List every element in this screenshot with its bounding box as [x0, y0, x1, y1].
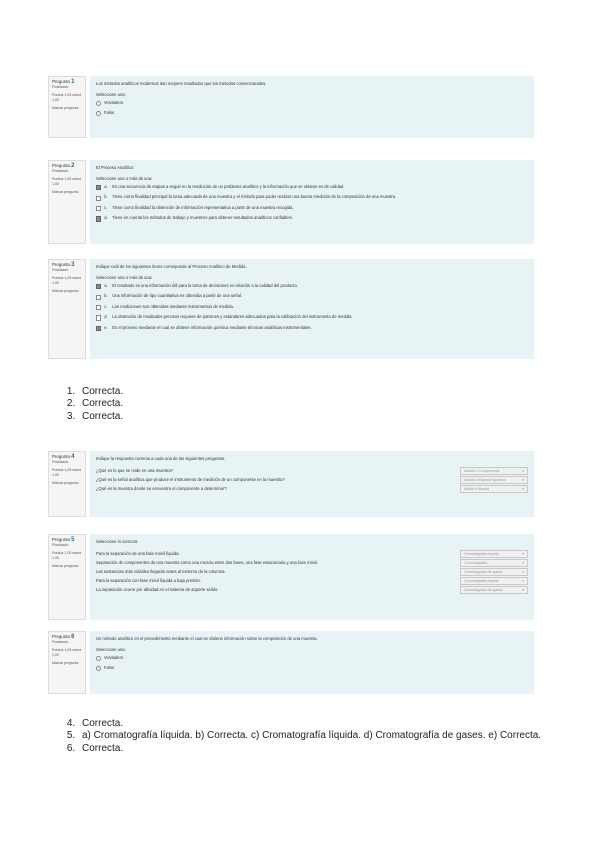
radio-button[interactable]	[96, 656, 101, 661]
option-d[interactable]: d. La obtención de resultados precisos requiere de patrones y estándares adecuados para la calibración del instrumento de medida.	[96, 314, 528, 320]
question-info	[48, 451, 86, 517]
match-row: ¿Qué es la muestra donde se encuentra el componente a determinar? Matriz o Mezcla ▾	[96, 485, 528, 493]
question-text: Indique la respuesta correcta a cada una de las siguientes preguntas.	[96, 456, 226, 461]
answer-list-1	[60, 386, 558, 423]
flag-question-link[interactable]: Marcar pregunta	[52, 564, 79, 568]
option-c[interactable]: c. Tiene como finalidad la obtención de información representativa a partir de una muestra recogida.	[96, 205, 528, 211]
match-row: ¿Qué es la señal analítica que produce el instrumento de medición de un componente en la muestra? Analito o Especie química ▾	[96, 476, 528, 484]
question-mark: Puntúa 1,00 sobre 1,00	[52, 177, 82, 186]
checkbox[interactable]	[96, 185, 101, 190]
answer-item: 6. Correcta.	[78, 743, 558, 755]
match-row: ¿Qué es lo que se mide en una muestra? Analito o Componente ▾	[96, 467, 528, 475]
checkbox[interactable]	[96, 196, 101, 201]
chevron-down-icon: ▾	[522, 588, 524, 592]
answer-item: 4. Correcta.	[78, 718, 558, 730]
checkbox[interactable]	[96, 216, 101, 221]
question-5	[48, 534, 534, 620]
checkbox[interactable]	[96, 295, 101, 300]
question-mark: Puntúa 1,00 sobre 1,00	[52, 551, 82, 560]
answer-select[interactable]: Matriz o Mezcla ▾	[460, 485, 528, 493]
answer-select[interactable]: Analito o Especie química ▾	[460, 476, 528, 484]
question-text: Indique cuál de los siguientes ítems corresponde al Proceso Analítico de Medida.	[96, 264, 247, 269]
question-number: Pregunta 1	[52, 79, 75, 85]
answer-item: 3. Correcta.	[78, 411, 558, 423]
select-label: Seleccione una:	[96, 647, 126, 652]
question-number: Pregunta 2	[52, 163, 75, 169]
chevron-down-icon: ▾	[522, 469, 524, 473]
option-true[interactable]: Verdadero	[96, 655, 528, 661]
flag-question-link[interactable]: Marcar pregunta	[52, 289, 79, 293]
checkbox[interactable]	[96, 284, 101, 289]
match-row: La separación ocurre por afinidad en el sistema de soporte sólido. Cromatografía de gases ▾	[96, 586, 528, 594]
question-mark: Puntúa 1,00 sobre 1,00	[52, 93, 82, 102]
question-1	[48, 76, 534, 138]
select-label: Seleccione una:	[96, 92, 126, 97]
option-a[interactable]: a. El resultado es una información útil para la toma de decisiones en relación a la calidad del producto.	[96, 283, 528, 289]
question-mark: Puntúa 1,00 sobre 1,00	[52, 648, 82, 657]
chevron-down-icon: ▾	[522, 478, 524, 482]
checkbox[interactable]	[96, 206, 101, 211]
option-false[interactable]: Falso	[96, 665, 528, 671]
option-e[interactable]: e. Es el proceso mediante el cual se obtiene información química mediante técnicas analíticas instrumentales.	[96, 325, 528, 331]
answer-item: 1. Correcta.	[78, 386, 558, 398]
radio-button[interactable]	[96, 666, 101, 671]
answer-select[interactable]: Cromatografía líquida ▾	[460, 577, 528, 585]
question-6	[48, 631, 534, 694]
checkbox[interactable]	[96, 305, 101, 310]
question-state: Finalizado	[52, 460, 69, 464]
chevron-down-icon: ▾	[522, 561, 524, 565]
answer-select[interactable]: Cromatografía ▾	[460, 559, 528, 567]
question-content	[90, 160, 534, 244]
question-text: El Proceso Analítico:	[96, 165, 135, 170]
question-mark: Puntúa 1,00 sobre 1,00	[52, 468, 82, 477]
question-state: Finalizado	[52, 640, 69, 644]
chevron-down-icon: ▾	[522, 487, 524, 491]
match-row: Para la separación con fase móvil líquida a baja presión. Cromatografía líquida ▾	[96, 577, 528, 585]
match-row: Las sustancias más volátiles llegarán antes al extremo de la columna. Cromatografía de gases ▾	[96, 568, 528, 576]
question-text: Los métodos analíticos modernos dan mejores resultados que los métodos convencionales.	[96, 81, 267, 86]
answer-item: 2. Correcta.	[78, 398, 558, 410]
match-row: Para la separación de una fase móvil líquida. Cromatografía líquida ▾	[96, 550, 528, 558]
flag-question-link[interactable]: Marcar pregunta	[52, 190, 79, 194]
flag-question-link[interactable]: Marcar pregunta	[52, 106, 79, 110]
option-b[interactable]: b. Una información de tipo cuantitativa es obtenida a partir de una señal.	[96, 293, 528, 299]
option-a[interactable]: a. Es una secuencia de etapas a seguir en la resolución de un problema analítico y la información que se obtiene es de calidad.	[96, 184, 528, 190]
flag-question-link[interactable]: Marcar pregunta	[52, 481, 79, 485]
select-label: Seleccione una o más de una:	[96, 176, 153, 181]
question-4	[48, 451, 534, 517]
answer-item: 5. a) Cromatografía líquida. b) Correcta. c) Cromatografía líquida. d) Cromatografía de gases. e) Correcta.	[78, 730, 558, 742]
checkbox[interactable]	[96, 315, 101, 320]
answer-select[interactable]: Analito o Componente ▾	[460, 467, 528, 475]
question-content	[90, 451, 534, 517]
option-true[interactable]: Verdadero	[96, 100, 528, 106]
question-2	[48, 160, 534, 244]
chevron-down-icon: ▾	[522, 570, 524, 574]
question-state: Finalizado	[52, 169, 69, 173]
radio-button[interactable]	[96, 111, 101, 116]
question-number: Pregunta 3	[52, 262, 75, 268]
question-number: Pregunta 5	[52, 537, 75, 543]
question-number: Pregunta 6	[52, 634, 75, 640]
checkbox[interactable]	[96, 326, 101, 331]
option-false[interactable]: Falso	[96, 110, 528, 116]
option-c[interactable]: c. Las mediciones son obtenidas mediante instrumentos de medida.	[96, 304, 528, 310]
question-info	[48, 259, 86, 359]
chevron-down-icon: ▾	[522, 552, 524, 556]
question-number: Pregunta 4	[52, 454, 75, 460]
chevron-down-icon: ▾	[522, 579, 524, 583]
answer-select[interactable]: Cromatografía de gases ▾	[460, 568, 528, 576]
question-content	[90, 76, 534, 138]
select-label: Seleccione una o más de una:	[96, 275, 153, 280]
match-row: Separación de componentes de una muestra como una mezcla entre dos fases, una fase estacionaria y una fase móvil. Cromatografía ▾	[96, 559, 528, 567]
option-b[interactable]: b. Tiene como finalidad principal la toma adecuada de una muestra y el método para poder realizar una buena medición de la composición de una muestra.	[96, 194, 528, 200]
option-d[interactable]: d. Tiene en cuenta los métodos de trabajo y muestreo para obtener resultados analíticos confiables.	[96, 215, 528, 221]
question-mark: Puntúa 1,00 sobre 1,00	[52, 276, 82, 285]
answer-list-2	[60, 718, 558, 755]
answer-select[interactable]: Cromatografía de gases ▾	[460, 586, 528, 594]
question-info	[48, 534, 86, 620]
question-info	[48, 160, 86, 244]
question-state: Finalizado	[52, 543, 69, 547]
flag-question-link[interactable]: Marcar pregunta	[52, 661, 79, 665]
question-content	[90, 534, 534, 620]
question-info	[48, 631, 86, 694]
question-info	[48, 76, 86, 138]
question-text: Seleccione lo correcto:	[96, 539, 139, 544]
question-text: Un método analítico es el procedimiento mediante el cual se obtiene información sobre la composición de una muestra.	[96, 636, 318, 641]
question-state: Finalizado	[52, 85, 69, 89]
question-content	[90, 259, 534, 359]
question-state: Finalizado	[52, 268, 69, 272]
question-content	[90, 631, 534, 694]
radio-button[interactable]	[96, 101, 101, 106]
answer-select[interactable]: Cromatografía líquida ▾	[460, 550, 528, 558]
question-3	[48, 259, 534, 359]
